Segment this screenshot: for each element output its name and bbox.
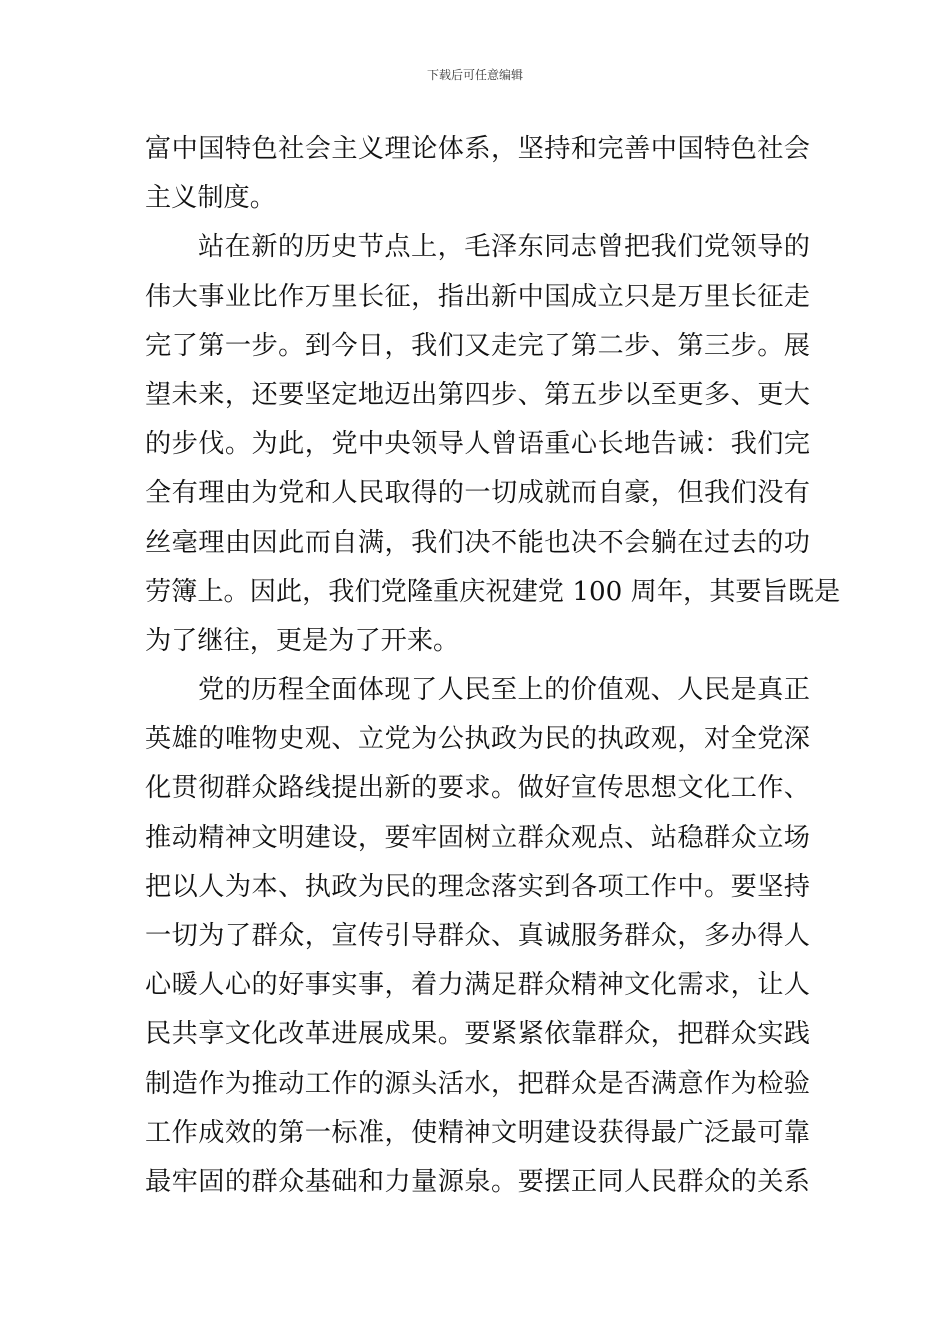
text-line: 主义制度。: [145, 183, 276, 214]
text-line: 丝毫理由因此而自满，我们决不能也决不会躺在过去的功: [145, 527, 810, 558]
text-line: 为了继往，更是为了开来。: [145, 625, 460, 656]
text-line: 党的历程全面体现了人民至上的价值观、人民是真正: [198, 675, 810, 706]
page-header: 下载后可任意编辑: [426, 68, 523, 82]
text-line: 民共享文化改革进展成果。要紧紧依靠群众，把群众实践: [145, 1019, 810, 1050]
text-line: 英雄的唯物史观、立党为公执政为民的执政观，对全党深: [145, 724, 810, 755]
text-line: 全有理由为党和人民取得的一切成就而自豪，但我们没有: [145, 478, 810, 509]
body-text: [145, 125, 841, 1207]
text-line: 把以人为本、执政为民的理念落实到各项工作中。要坚持: [145, 871, 810, 902]
text-line: 一切为了群众，宣传引导群众、真诚服务群众，多办得人: [145, 921, 810, 951]
text-line: 工作成效的第一标准，使精神文明建设获得最广泛最可靠: [145, 1117, 810, 1148]
text-line: 富中国特色社会主义理论体系，坚持和完善中国特色社会: [145, 134, 810, 164]
text-line: 站在新的历史节点上，毛泽东同志曾把我们党领导的: [198, 232, 810, 263]
text-line: 伟大事业比作万里长征，指出新中国成立只是万里长征走: [145, 281, 810, 312]
text-line: 最牢固的群众基础和力量源泉。要摆正同人民群众的关系: [145, 1166, 810, 1197]
text-line: 制造作为推动工作的源头活水，把群众是否满意作为检验: [145, 1068, 810, 1099]
text-line: 望未来，还要坚定地迈出第四步、第五步以至更多、更大: [145, 379, 810, 410]
text-line: 心暖人心的好事实事，着力满足群众精神文化需求，让人: [145, 970, 810, 1001]
text-line: 劳簿上。因此，我们党隆重庆祝建党 100 周年，其要旨既是: [145, 576, 841, 607]
text-line: 推动精神文明建设，要牢固树立群众观点、站稳群众立场: [145, 822, 810, 853]
text-line: 的步伐。为此，党中央领导人曾语重心长地告诫：我们完: [145, 429, 810, 460]
text-line: 完了第一步。到今日，我们又走完了第二步、第三步。展: [145, 330, 810, 361]
text-line: 化贯彻群众路线提出新的要求。做好宣传思想文化工作、: [145, 773, 810, 804]
